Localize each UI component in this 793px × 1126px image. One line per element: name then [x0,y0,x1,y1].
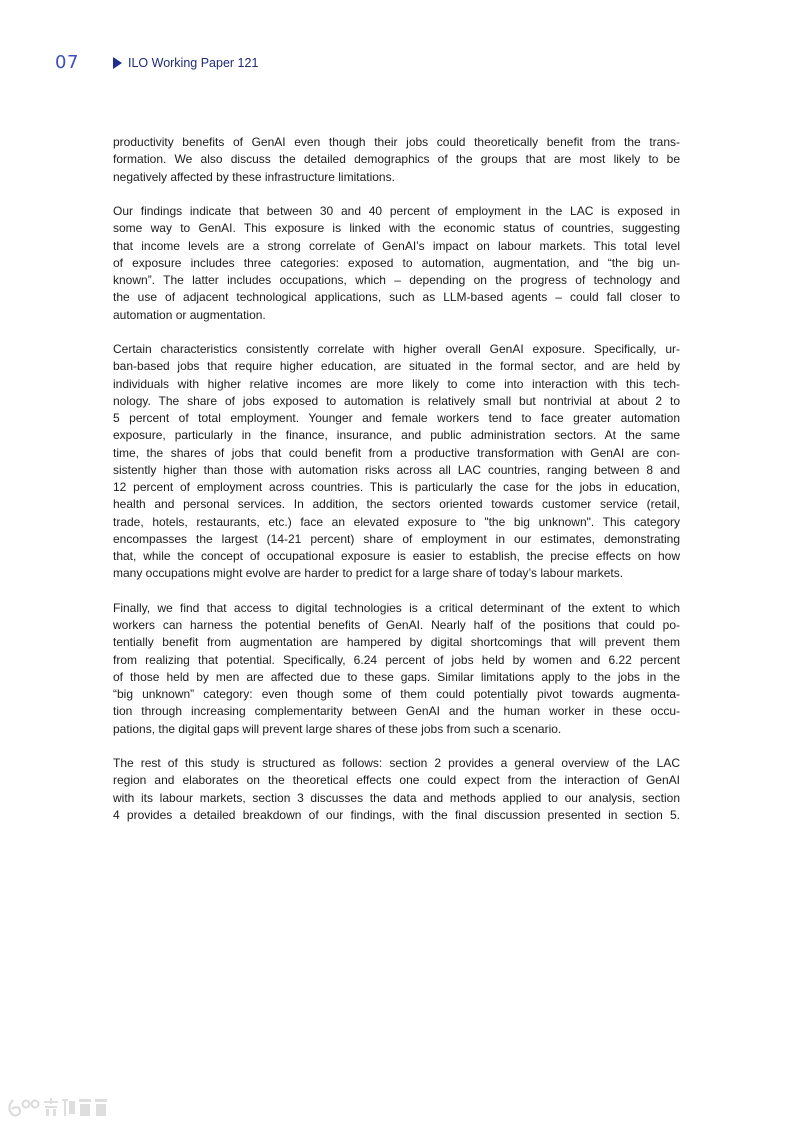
paragraph-line: many occupations might evolve are harder to predict for a large share of today’s labour markets. [113,566,624,581]
paragraph-line: 4 provides a detailed breakdown of our findings, with the final discussion presented in section 5. [113,807,680,822]
paragraph-line: tentially benefit from augmentation are hampered by digital shortcomings that will prevent them [113,635,680,650]
paragraph-3 [113,341,680,583]
body-text [113,134,680,841]
paragraph-line: Certain characteristics consistently correlate with higher overall GenAI exposure. Specifically, ur- [113,342,680,356]
paragraph-line: that, while the concept of occupational exposure is easier to establish, the precise effects on how [113,549,680,563]
paragraph-line: health and personal services. In addition, the sectors oriented towards customer service (retail, [113,497,680,512]
paragraph-line: region and elaborates on the theoretical effects one could expect from the interaction of GenAI [113,773,680,788]
paragraph-line: of exposure includes three categories: exposed to automation, augmentation, and “the big un- [113,255,680,270]
triangle-right-icon [113,57,122,69]
paragraph-line: pations, the digital gaps will prevent large shares of these jobs from such a scenario. [113,721,562,736]
paragraph-line: known”. The latter includes occupations, which – depending on the progress of technology and [113,273,680,287]
paragraph-line: with its labour markets, section 3 discusses the data and methods applied to our analysis, section [113,790,680,805]
paragraph-line: nology. The share of jobs exposed to automation is relatively small but nontrivial at about 2 to [113,393,680,408]
paragraph-line: The rest of this study is structured as follows: section 2 provides a general overview of the LAC [113,756,680,770]
paragraph-line: “big unknown” category: even though some of them could potentially pivot towards augmenta- [113,687,680,701]
paragraph-line: negatively affected by these infrastructure limitations. [113,169,395,184]
paragraph-line: 5 percent of total employment. Younger and female workers tend to face greater automation [113,411,680,425]
paragraph-line: exposure, particularly in the finance, insurance, and public administration sectors. At the same [113,428,680,443]
paragraph-line: the use of adjacent technological applications, such as LLM-based agents – could fall closer to [113,290,680,305]
paragraph-line: from realizing that potential. Specifically, 6.24 percent of jobs held by women and 6.22 percent [113,652,680,667]
paragraph-line: productivity benefits of GenAI even though their jobs could theoretically benefit from the trans- [113,135,680,149]
paragraph-line: individuals with higher relative incomes are more likely to come into interaction with this tech- [113,376,680,391]
paragraph-line: encompasses the largest (14-21 percent) share of employment in our estimates, demonstrating [113,531,680,546]
page-number: 07 [55,52,79,73]
running-header [113,55,258,71]
paragraph-line: automation or augmentation. [113,307,266,322]
watermark-logo-icon [6,1095,110,1121]
paragraph-4 [113,600,680,738]
paragraph-line: tion through increasing complementarity between GenAI and the human worker in these occu- [113,704,680,719]
paragraph-line: some way to GenAI. This exposure is linked with the economic status of countries, suggesting [113,221,680,236]
paragraph-1 [113,134,680,186]
paragraph-2 [113,203,680,324]
paragraph-5 [113,755,680,824]
series-title: ILO Working Paper 121 [128,56,259,70]
paragraph-line: trade, hotels, restaurants, etc.) face an elevated exposure to "the big unknown". This category [113,514,680,529]
paragraph-line: of those held by men are affected due to these gaps. Similar limitations apply to the jobs in the [113,669,680,684]
paragraph-line: workers can harness the potential benefits of GenAI. Nearly half of the positions that could po- [113,618,680,632]
paragraph-line: Our findings indicate that between 30 and 40 percent of employment in the LAC is exposed in [113,204,680,218]
paragraph-line: Finally, we find that access to digital technologies is a critical determinant of the extent to which [113,600,680,615]
paragraph-line: formation. We also discuss the detailed demographics of the groups that are most likely to be [113,152,680,167]
paragraph-line: time, the shares of jobs that could benefit from a productive transformation with GenAI are con- [113,445,680,460]
watermark [6,1095,110,1126]
paragraph-line: sistently higher than those with automation risks across all LAC countries, ranging between 8 and [113,462,680,477]
paragraph-line: ban-based jobs that require higher education, are situated in the formal sector, and are held by [113,359,680,374]
paragraph-line: that income levels are a strong correlate of GenAI’s impact on labour markets. This total level [113,238,680,253]
paragraph-line: 12 percent of employment across countries. This is particularly the case for the jobs in education, [113,480,680,494]
